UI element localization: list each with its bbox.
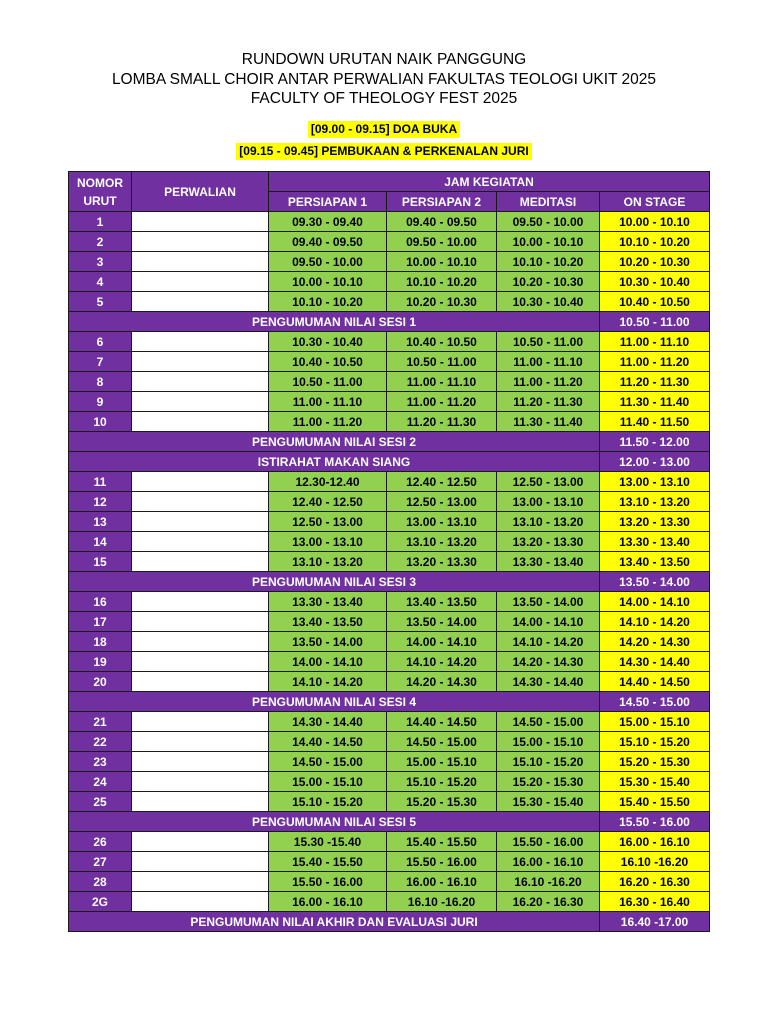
on-stage-cell: 13.00 - 13.10 (600, 472, 710, 492)
meditasi-cell: 12.50 - 13.00 (497, 472, 600, 492)
persiapan-2-cell: 14.40 - 14.50 (387, 712, 497, 732)
header-perwalian: PERWALIAN (132, 172, 269, 212)
on-stage-cell: 15.40 - 15.50 (600, 792, 710, 812)
persiapan-1-cell: 14.00 - 14.10 (269, 652, 387, 672)
persiapan-1-cell: 12.50 - 13.00 (269, 512, 387, 532)
meditasi-cell: 11.20 - 11.30 (497, 392, 600, 412)
schedule-row (69, 872, 710, 892)
persiapan-2-cell: 09.40 - 09.50 (387, 212, 497, 232)
schedule-row (69, 652, 710, 672)
meditasi-cell: 15.00 - 15.10 (497, 732, 600, 752)
persiapan-2-cell: 12.50 - 13.00 (387, 492, 497, 512)
title-line-3: FACULTY OF THEOLOGY FEST 2025 (250, 90, 518, 107)
persiapan-1-cell: 15.50 - 16.00 (269, 872, 387, 892)
on-stage-cell: 10.40 - 10.50 (600, 292, 710, 312)
header-meditasi: MEDITASI (497, 192, 600, 212)
break-row (69, 452, 710, 472)
meditasi-cell: 15.20 - 15.30 (497, 772, 600, 792)
break-row (69, 572, 710, 592)
schedule-row (69, 772, 710, 792)
nomor-urut-cell: 27 (69, 852, 132, 872)
nomor-urut-cell: 19 (69, 652, 132, 672)
schedule-body (69, 212, 710, 932)
persiapan-1-cell: 11.00 - 11.20 (269, 412, 387, 432)
schedule-row (69, 792, 710, 812)
perwalian-cell (132, 512, 269, 532)
document-title (0, 50, 768, 109)
persiapan-2-cell: 11.00 - 11.20 (387, 392, 497, 412)
header-jam-kegiatan: JAM KEGIATAN (269, 172, 710, 192)
nomor-urut-cell: 10 (69, 412, 132, 432)
on-stage-cell: 10.20 - 10.30 (600, 252, 710, 272)
persiapan-1-cell: 12.40 - 12.50 (269, 492, 387, 512)
nomor-urut-cell: 14 (69, 532, 132, 552)
title-line-2: LOMBA SMALL CHOIR ANTAR PERWALIAN FAKULTAS TEOLOGI UKIT 2025 (111, 70, 657, 88)
meditasi-cell: 09.50 - 10.00 (497, 212, 600, 232)
perwalian-cell (132, 852, 269, 872)
perwalian-cell (132, 232, 269, 252)
persiapan-2-cell: 16.10 -16.20 (387, 892, 497, 912)
persiapan-1-cell: 13.10 - 13.20 (269, 552, 387, 572)
header-row-1 (69, 172, 710, 192)
schedule-row (69, 412, 710, 432)
break-label-cell: PENGUMUMAN NILAI SESI 3 (69, 572, 600, 592)
schedule-row (69, 732, 710, 752)
on-stage-cell: 14.20 - 14.30 (600, 632, 710, 652)
persiapan-1-cell: 09.50 - 10.00 (269, 252, 387, 272)
break-row (69, 812, 710, 832)
schedule-row (69, 392, 710, 412)
persiapan-1-cell: 10.30 - 10.40 (269, 332, 387, 352)
on-stage-cell: 11.00 - 11.20 (600, 352, 710, 372)
persiapan-2-cell: 13.40 - 13.50 (387, 592, 497, 612)
schedule-row (69, 832, 710, 852)
break-row (69, 312, 710, 332)
on-stage-cell: 11.30 - 11.40 (600, 392, 710, 412)
nomor-urut-cell: 9 (69, 392, 132, 412)
schedule-row (69, 612, 710, 632)
perwalian-cell (132, 372, 269, 392)
break-time-cell: 14.50 - 15.00 (600, 692, 710, 712)
schedule-row (69, 712, 710, 732)
nomor-urut-cell: 18 (69, 632, 132, 652)
nomor-urut-cell: 22 (69, 732, 132, 752)
schedule-row (69, 492, 710, 512)
persiapan-1-cell: 13.50 - 14.00 (269, 632, 387, 652)
meditasi-cell: 10.10 - 10.20 (497, 252, 600, 272)
perwalian-cell (132, 552, 269, 572)
meditasi-cell: 14.00 - 14.10 (497, 612, 600, 632)
persiapan-1-cell: 15.00 - 15.10 (269, 772, 387, 792)
perwalian-cell (132, 272, 269, 292)
persiapan-2-cell: 16.00 - 16.10 (387, 872, 497, 892)
persiapan-1-cell: 15.10 - 15.20 (269, 792, 387, 812)
persiapan-2-cell: 13.50 - 14.00 (387, 612, 497, 632)
meditasi-cell: 11.00 - 11.20 (497, 372, 600, 392)
on-stage-cell: 13.10 - 13.20 (600, 492, 710, 512)
perwalian-cell (132, 252, 269, 272)
persiapan-1-cell: 10.50 - 11.00 (269, 372, 387, 392)
title-line-1: RUNDOWN URUTAN NAIK PANGGUNG (241, 51, 527, 68)
break-time-cell: 15.50 - 16.00 (600, 812, 710, 832)
schedule-table (68, 171, 710, 932)
persiapan-1-cell: 10.10 - 10.20 (269, 292, 387, 312)
on-stage-cell: 13.30 - 13.40 (600, 532, 710, 552)
break-time-cell: 11.50 - 12.00 (600, 432, 710, 452)
meditasi-cell: 16.20 - 16.30 (497, 892, 600, 912)
break-label-cell: ISTIRAHAT MAKAN SIANG (69, 452, 600, 472)
perwalian-cell (132, 892, 269, 912)
persiapan-2-cell: 15.10 - 15.20 (387, 772, 497, 792)
break-time-cell: 10.50 - 11.00 (600, 312, 710, 332)
persiapan-2-cell: 11.00 - 11.10 (387, 372, 497, 392)
meditasi-cell: 14.50 - 15.00 (497, 712, 600, 732)
meditasi-cell: 16.00 - 16.10 (497, 852, 600, 872)
meditasi-cell: 16.10 -16.20 (497, 872, 600, 892)
schedule-row (69, 672, 710, 692)
perwalian-cell (132, 212, 269, 232)
persiapan-2-cell: 13.20 - 13.30 (387, 552, 497, 572)
nomor-urut-cell: 17 (69, 612, 132, 632)
meditasi-cell: 15.50 - 16.00 (497, 832, 600, 852)
perwalian-cell (132, 712, 269, 732)
nomor-urut-cell: 24 (69, 772, 132, 792)
on-stage-cell: 11.00 - 11.10 (600, 332, 710, 352)
perwalian-cell (132, 532, 269, 552)
schedule-row (69, 352, 710, 372)
meditasi-cell: 13.30 - 13.40 (497, 552, 600, 572)
persiapan-2-cell: 15.00 - 15.10 (387, 752, 497, 772)
persiapan-1-cell: 13.30 - 13.40 (269, 592, 387, 612)
header-nomor-urut (69, 172, 132, 212)
persiapan-1-cell: 14.30 - 14.40 (269, 712, 387, 732)
nomor-urut-cell: 13 (69, 512, 132, 532)
nomor-urut-cell: 8 (69, 372, 132, 392)
on-stage-cell: 14.40 - 14.50 (600, 672, 710, 692)
meditasi-cell: 10.50 - 11.00 (497, 332, 600, 352)
perwalian-cell (132, 472, 269, 492)
meditasi-cell: 10.00 - 10.10 (497, 232, 600, 252)
nomor-urut-cell: 25 (69, 792, 132, 812)
schedule-row (69, 852, 710, 872)
schedule-row (69, 632, 710, 652)
note-doa-buka: [09.00 - 09.15] DOA BUKA (308, 121, 460, 138)
perwalian-cell (132, 652, 269, 672)
nomor-urut-cell: 28 (69, 872, 132, 892)
schedule-row (69, 752, 710, 772)
break-label-cell: PENGUMUMAN NILAI SESI 2 (69, 432, 600, 452)
persiapan-2-cell: 15.50 - 16.00 (387, 852, 497, 872)
nomor-urut-cell: 7 (69, 352, 132, 372)
on-stage-cell: 13.20 - 13.30 (600, 512, 710, 532)
persiapan-2-cell: 14.10 - 14.20 (387, 652, 497, 672)
perwalian-cell (132, 352, 269, 372)
on-stage-cell: 16.30 - 16.40 (600, 892, 710, 912)
header-on-stage: ON STAGE (600, 192, 710, 212)
persiapan-2-cell: 15.40 - 15.50 (387, 832, 497, 852)
on-stage-cell: 16.20 - 16.30 (600, 872, 710, 892)
nomor-urut-cell: 5 (69, 292, 132, 312)
break-row (69, 432, 710, 452)
nomor-urut-cell: 3 (69, 252, 132, 272)
perwalian-cell (132, 792, 269, 812)
on-stage-cell: 14.30 - 14.40 (600, 652, 710, 672)
persiapan-2-cell: 10.20 - 10.30 (387, 292, 497, 312)
meditasi-cell: 13.00 - 13.10 (497, 492, 600, 512)
persiapan-1-cell: 16.00 - 16.10 (269, 892, 387, 912)
persiapan-1-cell: 15.40 - 15.50 (269, 852, 387, 872)
schedule-row (69, 332, 710, 352)
on-stage-cell: 16.00 - 16.10 (600, 832, 710, 852)
meditasi-cell: 14.30 - 14.40 (497, 672, 600, 692)
perwalian-cell (132, 392, 269, 412)
persiapan-1-cell: 10.40 - 10.50 (269, 352, 387, 372)
persiapan-2-cell: 14.00 - 14.10 (387, 632, 497, 652)
schedule-row (69, 232, 710, 252)
schedule-row (69, 292, 710, 312)
header-nomor: NOMOR (77, 175, 123, 190)
nomor-urut-cell: 11 (69, 472, 132, 492)
persiapan-1-cell: 13.00 - 13.10 (269, 532, 387, 552)
schedule-row (69, 252, 710, 272)
persiapan-1-cell: 14.10 - 14.20 (269, 672, 387, 692)
perwalian-cell (132, 672, 269, 692)
schedule-row (69, 532, 710, 552)
perwalian-cell (132, 752, 269, 772)
perwalian-cell (132, 292, 269, 312)
nomor-urut-cell: 2 (69, 232, 132, 252)
persiapan-2-cell: 11.20 - 11.30 (387, 412, 497, 432)
nomor-urut-cell: 21 (69, 712, 132, 732)
persiapan-1-cell: 09.30 - 09.40 (269, 212, 387, 232)
persiapan-2-cell: 10.50 - 11.00 (387, 352, 497, 372)
on-stage-cell: 16.10 -16.20 (600, 852, 710, 872)
meditasi-cell: 11.00 - 11.10 (497, 352, 600, 372)
schedule-row (69, 212, 710, 232)
nomor-urut-cell: 2G (69, 892, 132, 912)
on-stage-cell: 10.10 - 10.20 (600, 232, 710, 252)
on-stage-cell: 14.00 - 14.10 (600, 592, 710, 612)
schedule-row (69, 512, 710, 532)
perwalian-cell (132, 772, 269, 792)
break-time-cell: 12.00 - 13.00 (600, 452, 710, 472)
persiapan-2-cell: 13.10 - 13.20 (387, 532, 497, 552)
break-label-cell: PENGUMUMAN NILAI AKHIR DAN EVALUASI JURI (69, 912, 600, 932)
on-stage-cell: 15.20 - 15.30 (600, 752, 710, 772)
on-stage-cell: 13.40 - 13.50 (600, 552, 710, 572)
perwalian-cell (132, 632, 269, 652)
meditasi-cell: 13.10 - 13.20 (497, 512, 600, 532)
nomor-urut-cell: 6 (69, 332, 132, 352)
on-stage-cell: 11.40 - 11.50 (600, 412, 710, 432)
nomor-urut-cell: 23 (69, 752, 132, 772)
meditasi-cell: 13.20 - 13.30 (497, 532, 600, 552)
schedule-row (69, 592, 710, 612)
persiapan-2-cell: 15.20 - 15.30 (387, 792, 497, 812)
opening-notes (0, 120, 768, 164)
persiapan-1-cell: 13.40 - 13.50 (269, 612, 387, 632)
break-label-cell: PENGUMUMAN NILAI SESI 4 (69, 692, 600, 712)
persiapan-2-cell: 10.00 - 10.10 (387, 252, 497, 272)
meditasi-cell: 14.20 - 14.30 (497, 652, 600, 672)
persiapan-2-cell: 12.40 - 12.50 (387, 472, 497, 492)
schedule-row (69, 552, 710, 572)
persiapan-1-cell: 15.30 -15.40 (269, 832, 387, 852)
persiapan-1-cell: 12.30-12.40 (269, 472, 387, 492)
header-persiapan-2: PERSIAPAN 2 (387, 192, 497, 212)
on-stage-cell: 15.10 - 15.20 (600, 732, 710, 752)
meditasi-cell: 15.10 - 15.20 (497, 752, 600, 772)
on-stage-cell: 15.30 - 15.40 (600, 772, 710, 792)
perwalian-cell (132, 832, 269, 852)
break-time-cell: 16.40 -17.00 (600, 912, 710, 932)
nomor-urut-cell: 4 (69, 272, 132, 292)
break-label-cell: PENGUMUMAN NILAI SESI 5 (69, 812, 600, 832)
nomor-urut-cell: 20 (69, 672, 132, 692)
on-stage-cell: 11.20 - 11.30 (600, 372, 710, 392)
header-urut: URUT (83, 193, 117, 208)
on-stage-cell: 10.00 - 10.10 (600, 212, 710, 232)
perwalian-cell (132, 492, 269, 512)
persiapan-1-cell: 11.00 - 11.10 (269, 392, 387, 412)
nomor-urut-cell: 12 (69, 492, 132, 512)
nomor-urut-cell: 26 (69, 832, 132, 852)
schedule-row (69, 892, 710, 912)
nomor-urut-cell: 1 (69, 212, 132, 232)
persiapan-1-cell: 14.40 - 14.50 (269, 732, 387, 752)
schedule-row (69, 472, 710, 492)
persiapan-2-cell: 10.40 - 10.50 (387, 332, 497, 352)
persiapan-2-cell: 13.00 - 13.10 (387, 512, 497, 532)
break-label-cell: PENGUMUMAN NILAI SESI 1 (69, 312, 600, 332)
nomor-urut-cell: 15 (69, 552, 132, 572)
break-time-cell: 13.50 - 14.00 (600, 572, 710, 592)
meditasi-cell: 10.30 - 10.40 (497, 292, 600, 312)
persiapan-1-cell: 10.00 - 10.10 (269, 272, 387, 292)
schedule-row (69, 372, 710, 392)
perwalian-cell (132, 732, 269, 752)
nomor-urut-cell: 16 (69, 592, 132, 612)
on-stage-cell: 14.10 - 14.20 (600, 612, 710, 632)
note-pembukaan: [09.15 - 09.45] PEMBUKAAN & PERKENALAN JURI (236, 143, 531, 160)
persiapan-2-cell: 10.10 - 10.20 (387, 272, 497, 292)
meditasi-cell: 15.30 - 15.40 (497, 792, 600, 812)
break-row (69, 912, 710, 932)
break-row (69, 692, 710, 712)
perwalian-cell (132, 332, 269, 352)
meditasi-cell: 14.10 - 14.20 (497, 632, 600, 652)
on-stage-cell: 10.30 - 10.40 (600, 272, 710, 292)
perwalian-cell (132, 592, 269, 612)
persiapan-2-cell: 09.50 - 10.00 (387, 232, 497, 252)
persiapan-1-cell: 14.50 - 15.00 (269, 752, 387, 772)
meditasi-cell: 13.50 - 14.00 (497, 592, 600, 612)
on-stage-cell: 15.00 - 15.10 (600, 712, 710, 732)
meditasi-cell: 10.20 - 10.30 (497, 272, 600, 292)
schedule-row (69, 272, 710, 292)
perwalian-cell (132, 872, 269, 892)
perwalian-cell (132, 412, 269, 432)
persiapan-2-cell: 14.50 - 15.00 (387, 732, 497, 752)
meditasi-cell: 11.30 - 11.40 (497, 412, 600, 432)
persiapan-1-cell: 09.40 - 09.50 (269, 232, 387, 252)
perwalian-cell (132, 612, 269, 632)
header-persiapan-1: PERSIAPAN 1 (269, 192, 387, 212)
persiapan-2-cell: 14.20 - 14.30 (387, 672, 497, 692)
